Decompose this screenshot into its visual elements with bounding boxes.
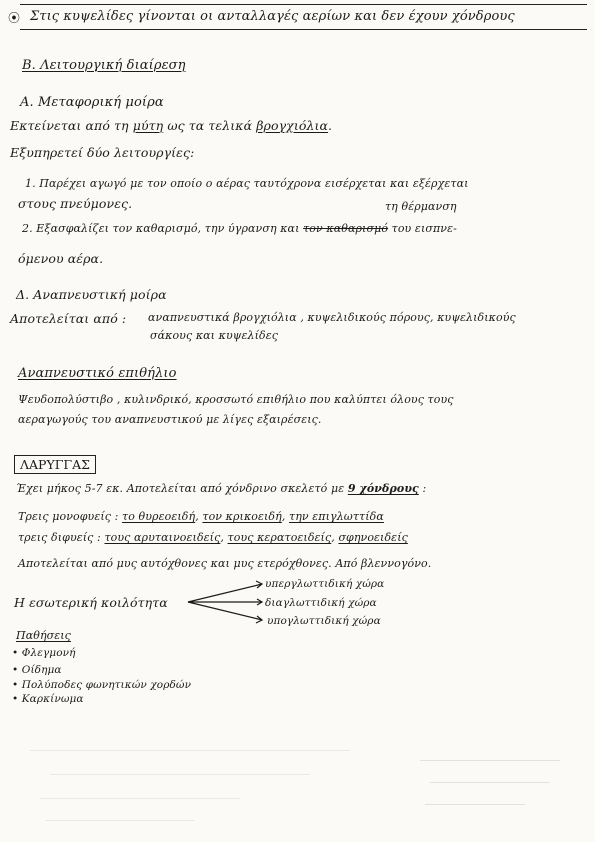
disease-label: Καρκίνωμα [21,693,84,705]
bleed-through-marks-left [30,740,390,830]
bullet-icon: • [12,647,22,659]
disease-item [12,647,76,659]
section-a-heading: Α. Μεταφορική μοίρα [20,95,164,110]
section-d-heading: Δ. Αναπνευστική μοίρα [16,287,167,302]
single-thyroid: το θυρεοειδή [122,510,196,523]
double-label: τρεις διφυείς : [18,531,101,544]
disease-label: Οίδημα [21,664,62,676]
double-cartilages-line: τρεις διφυείς : τους αρυταινοειδείς, τους κερατοειδείς, σφηνοειδείς [18,531,408,544]
branch-arrows-icon [186,578,266,626]
disease-item [12,693,84,705]
cavity-label: Η εσωτερική κοιλότητα [14,595,168,610]
single-label: Τρεις μονοφυείς : [18,510,119,523]
section-b-heading: Β. Λειτουργική διαίρεση [22,58,186,73]
cavity-subglottic: υπογλωττιδική χώρα [267,615,381,627]
extends-pre: Εκτείνεται από τη [10,118,133,133]
larynx-line-a [16,482,426,495]
extends-mid: ως τα τελικά [163,118,257,133]
item2-strike: τον καθαρισμό [303,222,389,235]
extends-bronchioles: βρογχιόλια [256,118,329,133]
single-epiglottis: την επιγλωττίδα [289,510,384,523]
double-corniculate: τους κερατοειδείς [227,531,332,544]
item1-line-b: στους πνεύμονες. [18,196,133,211]
serves-line: Εξυπηρετεί δύο λειτουργίες: [10,145,195,160]
cavity-glottic: διαγλωττιδική χώρα [265,597,377,609]
disease-label: Φλεγμονή [21,647,76,659]
epithelium-line-a: Ψευδοπολύστιβο , κυλινδρικό, κροσσωτό επιθήλιο που καλύπτει όλους τους [18,393,454,406]
larynx-pre: Έχει μήκος 5-7 εκ. Αποτελείται από χόνδρινο σκελετό με [16,482,348,495]
bullet-icon: • [12,664,22,676]
bleed-through-marks [420,760,570,830]
extends-line [10,118,332,133]
double-cuneiform: σφηνοειδείς [338,531,408,544]
larynx-end: : [418,482,427,495]
cavity-supraglottic: υπεργλωττιδική χώρα [265,578,385,590]
extends-mouth: μύτη [132,118,164,133]
bullet-mark-icon: ⦿ [8,11,21,25]
item2-insert: τη θέρμανση [385,200,457,213]
item1-line-a: 1. Παρέχει αγωγό με τον οποίο ο αέρας ταυτόχρονα εισέρχεται και εξέρχεται [25,177,469,190]
item2-pre: 2. Εξασφαλίζει τον καθαρισμό, την ύγρανση και [22,222,304,235]
epithelium-heading: Αναπνευστικό επιθήλιο [18,366,177,381]
top-title: Στις κυψελίδες γίνονται οι ανταλλαγές αερίων και δεν έχουν χόνδρους [30,9,515,24]
item2-line-b: όμενου αέρα. [18,251,104,266]
disease-item [12,679,191,691]
muscles-line: Αποτελείται από μυς αυτόχθονες και μυς ετερόχθονες. Από βλεννογόνο. [18,557,432,570]
double-arytenoid: τους αρυταινοειδείς [104,531,221,544]
item2-line-a [22,222,457,235]
disease-label: Πολύποδες φωνητικών χορδών [21,679,192,691]
disease-item [12,664,62,676]
item2-post: του εισπνε- [388,222,457,235]
single-cricoid: τον κρικοειδή [202,510,282,523]
consists-line-b: σάκους και κυψελίδες [150,329,278,342]
consists-label: Αποτελείται από : [10,311,127,326]
epithelium-line-b: αεραγωγούς του αναπνευστικού με λίγες εξαιρέσεις. [18,413,322,426]
bullet-icon: • [12,679,22,691]
bullet-icon: • [12,693,22,705]
larynx-cartilage-count: 9 χόνδρους [347,482,419,495]
larynx-heading: ΛΑΡΥΓΓΑΣ [14,455,96,474]
consists-line-a: αναπνευστικά βρογχιόλια , κυψελιδικούς πόρους, κυψελιδικούς [148,311,516,324]
single-cartilages-line: Τρεις μονοφυείς : το θυρεοειδή, τον κρικοειδή, την επιγλωττίδα [18,510,384,523]
diseases-heading: Παθήσεις [16,629,71,642]
extends-end: . [328,118,333,133]
